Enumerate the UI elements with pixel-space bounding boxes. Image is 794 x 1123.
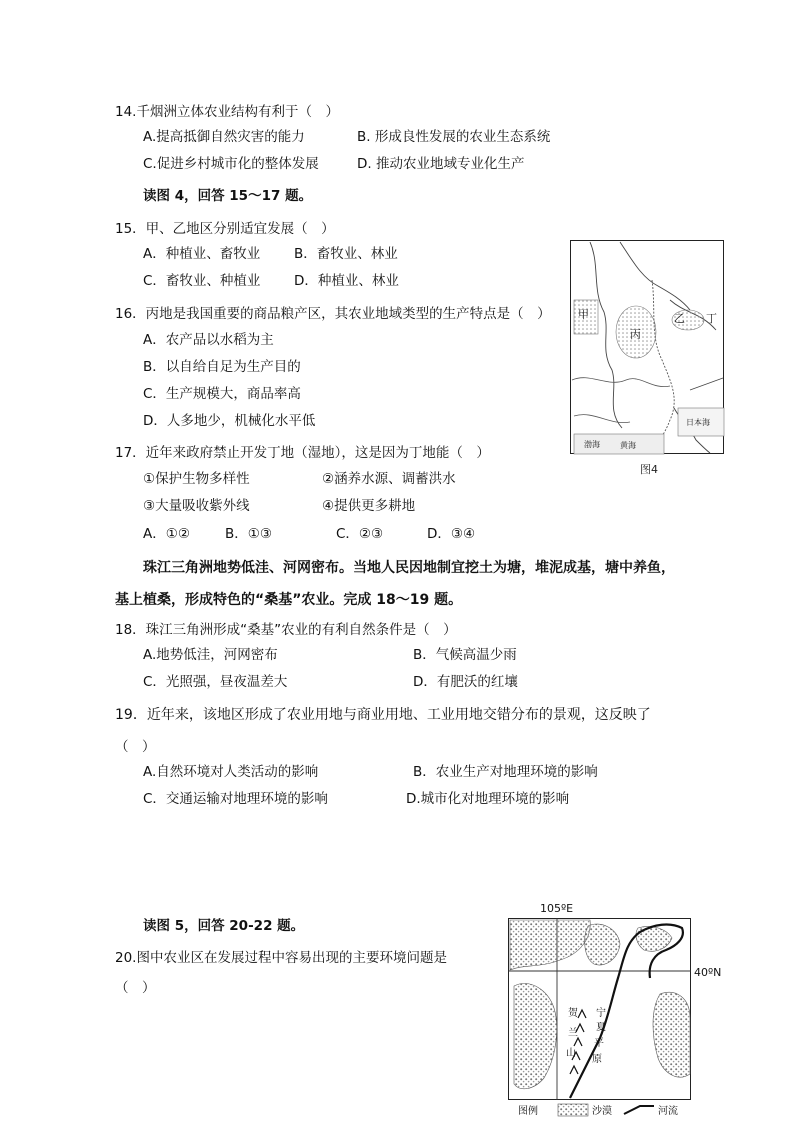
q14-option-d: D. 推动农业地域专业化生产 [357, 156, 525, 172]
map5-char-lan: 兰 [568, 1028, 578, 1039]
q18-stem: 18．珠江三角洲形成“桑基”农业的有利自然条件是（ ） [115, 622, 457, 638]
map4-label-jia: 甲 [578, 308, 589, 321]
intro-15-17: 读图 4，回答 15～17 题。 [143, 188, 313, 204]
map4-label-yi: 乙 [674, 312, 685, 325]
map5-legend-title: 图例 [518, 1106, 538, 1117]
q15-option-a: A．种植业、畜牧业 [143, 246, 261, 262]
figure-4-caption: 图4 [640, 463, 658, 476]
q17-option-c: C．②③ [336, 526, 384, 542]
map5-longitude-label: 105ºE [540, 902, 574, 915]
q19-option-a: A.自然环境对人类活动的影响 [143, 764, 319, 780]
q19-option-c: C．交通运输对地理环境的影响 [143, 791, 328, 807]
q17-option-d: D．③④ [427, 526, 476, 542]
q16-option-a: A．农产品以水稻为主 [143, 332, 274, 348]
q18-option-b: B．气候高温少雨 [413, 647, 517, 663]
q17-item-1: ①保护生物多样性 [143, 471, 250, 487]
q14-stem: 14.千烟洲立体农业结构有利于（ ） [115, 104, 339, 120]
q19-stem: 19．近年来，该地区形成了农业用地与商业用地、工业用地交错分布的景观，这反映了 [115, 707, 651, 723]
map4-label-huanghai: 黄海 [620, 441, 636, 450]
map4-label-bohai: 渤海 [584, 440, 600, 449]
q17-item-3: ③大量吸收紫外线 [143, 498, 250, 514]
q15-option-b: B．畜牧业、林业 [294, 246, 398, 262]
legend-desert-swatch [558, 1104, 588, 1116]
q19-stem-continuation: （ ） [115, 739, 156, 755]
q19-option-b: B．农业生产对地理环境的影响 [413, 764, 598, 780]
q18-option-c: C．光照强，昼夜温差大 [143, 674, 288, 690]
figure-4-map [570, 240, 725, 475]
legend-river-swatch [624, 1106, 654, 1114]
q17-item-4: ④提供更多耕地 [322, 498, 416, 514]
q17-option-b: B．①③ [225, 526, 272, 542]
q17-option-a: A．①② [143, 526, 190, 542]
q19-option-d: D.城市化对地理环境的影响 [406, 791, 570, 807]
q14-option-b: B. 形成良性发展的农业生态系统 [357, 129, 551, 145]
map5-latitude-label: 40ºN [694, 966, 722, 979]
q16-stem: 16．丙地是我国重要的商品粮产区，其农业地域类型的生产特点是（ ） [115, 306, 551, 322]
q20-stem: 20.图中农业区在发展过程中容易出现的主要环境问题是 [115, 950, 447, 966]
map5-char-he: 贺 [568, 1008, 578, 1019]
map4-label-bing: 丙 [630, 328, 641, 341]
q16-option-d: D．人多地少，机械化水平低 [143, 413, 316, 429]
q20-stem-continuation: （ ） [115, 980, 156, 996]
q14-option-c: C.促进乡村城市化的整体发展 [143, 156, 319, 172]
q16-option-c: C．生产规模大，商品率高 [143, 386, 301, 402]
map5-char-xia: 夏 [596, 1022, 606, 1033]
map4-label-riben: 日本海 [686, 418, 710, 427]
intro-20-22: 读图 5，回答 20-22 题。 [143, 918, 305, 934]
map5-legend-river: 河流 [658, 1106, 678, 1117]
map5-char-yuan: 原 [592, 1054, 602, 1065]
q18-option-a: A.地势低洼，河网密布 [143, 647, 278, 663]
map5-char-shan: 山 [566, 1048, 576, 1059]
q17-stem: 17．近年来政府禁止开发丁地（湿地），这是因为丁地能（ ） [115, 445, 490, 461]
q15-option-d: D．种植业、林业 [294, 273, 399, 289]
intro-18-19-line1: 珠江三角洲地势低洼、河网密布。当地人民因地制宜挖土为塘，堆泥成基，塘中养鱼， [143, 560, 675, 576]
figure-5-map [500, 898, 722, 1120]
q17-item-2: ②涵养水源、调蓄洪水 [322, 471, 456, 487]
q15-stem: 15．甲、乙地区分别适宜发展（ ） [115, 221, 335, 237]
q14-option-a: A.提高抵御自然灾害的能力 [143, 129, 305, 145]
map5-legend-desert: 沙漠 [592, 1106, 612, 1117]
map4-label-ding: 丁 [706, 312, 717, 325]
intro-18-19-line2: 基上植桑，形成特色的“桑基”农业。完成 18～19 题。 [115, 592, 463, 608]
map5-char-ping: 平 [594, 1038, 604, 1049]
q15-option-c: C．畜牧业、种植业 [143, 273, 261, 289]
q16-option-b: B．以自给自足为生产目的 [143, 359, 301, 375]
map5-char-ning: 宁 [596, 1008, 606, 1019]
q18-option-d: D．有肥沃的红壤 [413, 674, 518, 690]
